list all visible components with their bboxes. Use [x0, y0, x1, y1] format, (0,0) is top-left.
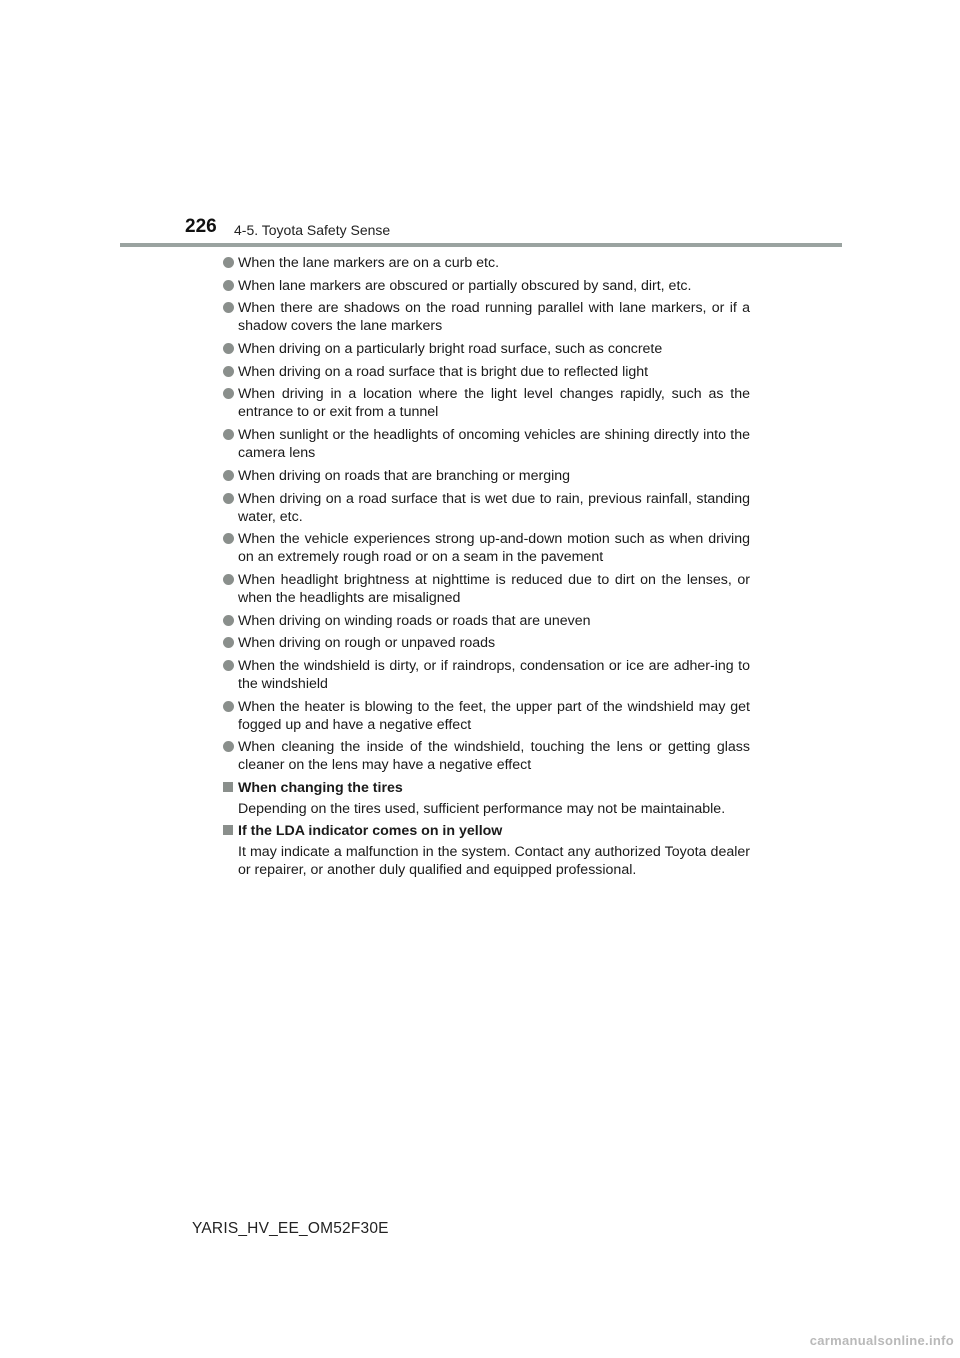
bullet-dot-icon: [223, 741, 234, 752]
section-title: 4-5. Toyota Safety Sense: [234, 222, 391, 238]
list-item: [222, 657, 750, 693]
list-item-text: When driving in a location where the light level changes rapidly, such as the entrance to or exit from a tunnel: [238, 386, 750, 421]
sub-body: Depending on the tires used, sufficient performance may not be maintainable.: [238, 801, 726, 817]
list-item-text: When the windshield is dirty, or if raindrops, condensation or ice are adher-ing to the windshield: [238, 657, 750, 692]
list-item-text: When there are shadows on the road running parallel with lane markers, or if a shadow covers the lane markers: [238, 300, 750, 335]
footer-manual-code: YARIS_HV_EE_OM52F30E: [192, 1220, 389, 1237]
list-item-text: When headlight brightness at nighttime is reduced due to dirt on the lenses, or when the headlights are misaligned: [238, 571, 750, 606]
bullet-dot-icon: [223, 493, 234, 504]
sub-heading: When changing the tires: [238, 780, 403, 796]
bullet-dot-icon: [223, 574, 234, 585]
list-item: [222, 612, 750, 630]
list-item: [222, 490, 750, 526]
list-item: [222, 385, 750, 421]
list-item-text: When driving on a particularly bright road surface, such as concrete: [238, 341, 663, 358]
bullet-dot-icon: [223, 660, 234, 671]
bullet-dot-icon: [223, 343, 234, 354]
list-item-text: When driving on winding roads or roads that are uneven: [238, 612, 591, 629]
bullet-dot-icon: [223, 388, 234, 399]
list-item: [222, 299, 750, 335]
list-item: [222, 571, 750, 607]
list-item: [222, 698, 750, 734]
square-bullet-icon: [223, 782, 233, 792]
sub-heading: If the LDA indicator comes on in yellow: [238, 823, 503, 839]
bullet-dot-icon: [223, 470, 234, 481]
page-number: 226: [185, 216, 217, 237]
bullet-dot-icon: [223, 701, 234, 712]
watermark: carmanualsonline.info: [809, 1333, 954, 1348]
page-content: [222, 254, 750, 883]
bullet-dot-icon: [223, 366, 234, 377]
list-item-text: When driving on rough or unpaved roads: [238, 635, 496, 652]
bullet-dot-icon: [223, 302, 234, 313]
list-item-text: When the heater is blowing to the feet, the upper part of the windshield may get fogged up and have a negative effect: [238, 698, 750, 733]
list-item: [222, 277, 750, 295]
bullet-dot-icon: [223, 280, 234, 291]
list-item: [222, 363, 750, 381]
section-lda-indicator: [222, 822, 750, 879]
bullet-dot-icon: [223, 533, 234, 544]
list-item: [222, 738, 750, 774]
list-item-text: When the vehicle experiences strong up-and-down motion such as when driving on an extremely rough road or on a seam in the pavement: [238, 531, 750, 566]
bullet-dot-icon: [223, 257, 234, 268]
header-rule: [120, 243, 842, 247]
list-item-text: When driving on roads that are branching or merging: [238, 467, 571, 484]
list-item-text: When driving on a road surface that is wet due to rain, previous rainfall, standing water, etc.: [238, 490, 750, 525]
bullet-dot-icon: [223, 429, 234, 440]
list-item-text: When sunlight or the headlights of oncoming vehicles are shining directly into the camera lens: [238, 427, 750, 462]
section-changing-tires: [222, 779, 750, 818]
list-item: [222, 467, 750, 485]
bullet-dot-icon: [223, 637, 234, 648]
sub-body: It may indicate a malfunction in the system. Contact any authorized Toyota dealer or repairer, or another duly qualified and equipped professional.: [238, 844, 750, 878]
list-item: [222, 634, 750, 652]
bullet-dot-icon: [223, 615, 234, 626]
list-item: [222, 340, 750, 358]
list-item-text: When cleaning the inside of the windshield, touching the lens or getting glass cleaner on the lens may have a negative effect: [238, 739, 750, 774]
condition-bullet-list: [222, 254, 750, 774]
list-item-text: When driving on a road surface that is bright due to reflected light: [238, 363, 649, 380]
square-bullet-icon: [223, 825, 233, 835]
list-item: [222, 426, 750, 462]
list-item: [222, 254, 750, 272]
list-item-text: When the lane markers are on a curb etc.: [238, 255, 500, 271]
list-item-text: When lane markers are obscured or partially obscured by sand, dirt, etc.: [238, 277, 692, 294]
list-item: [222, 530, 750, 566]
